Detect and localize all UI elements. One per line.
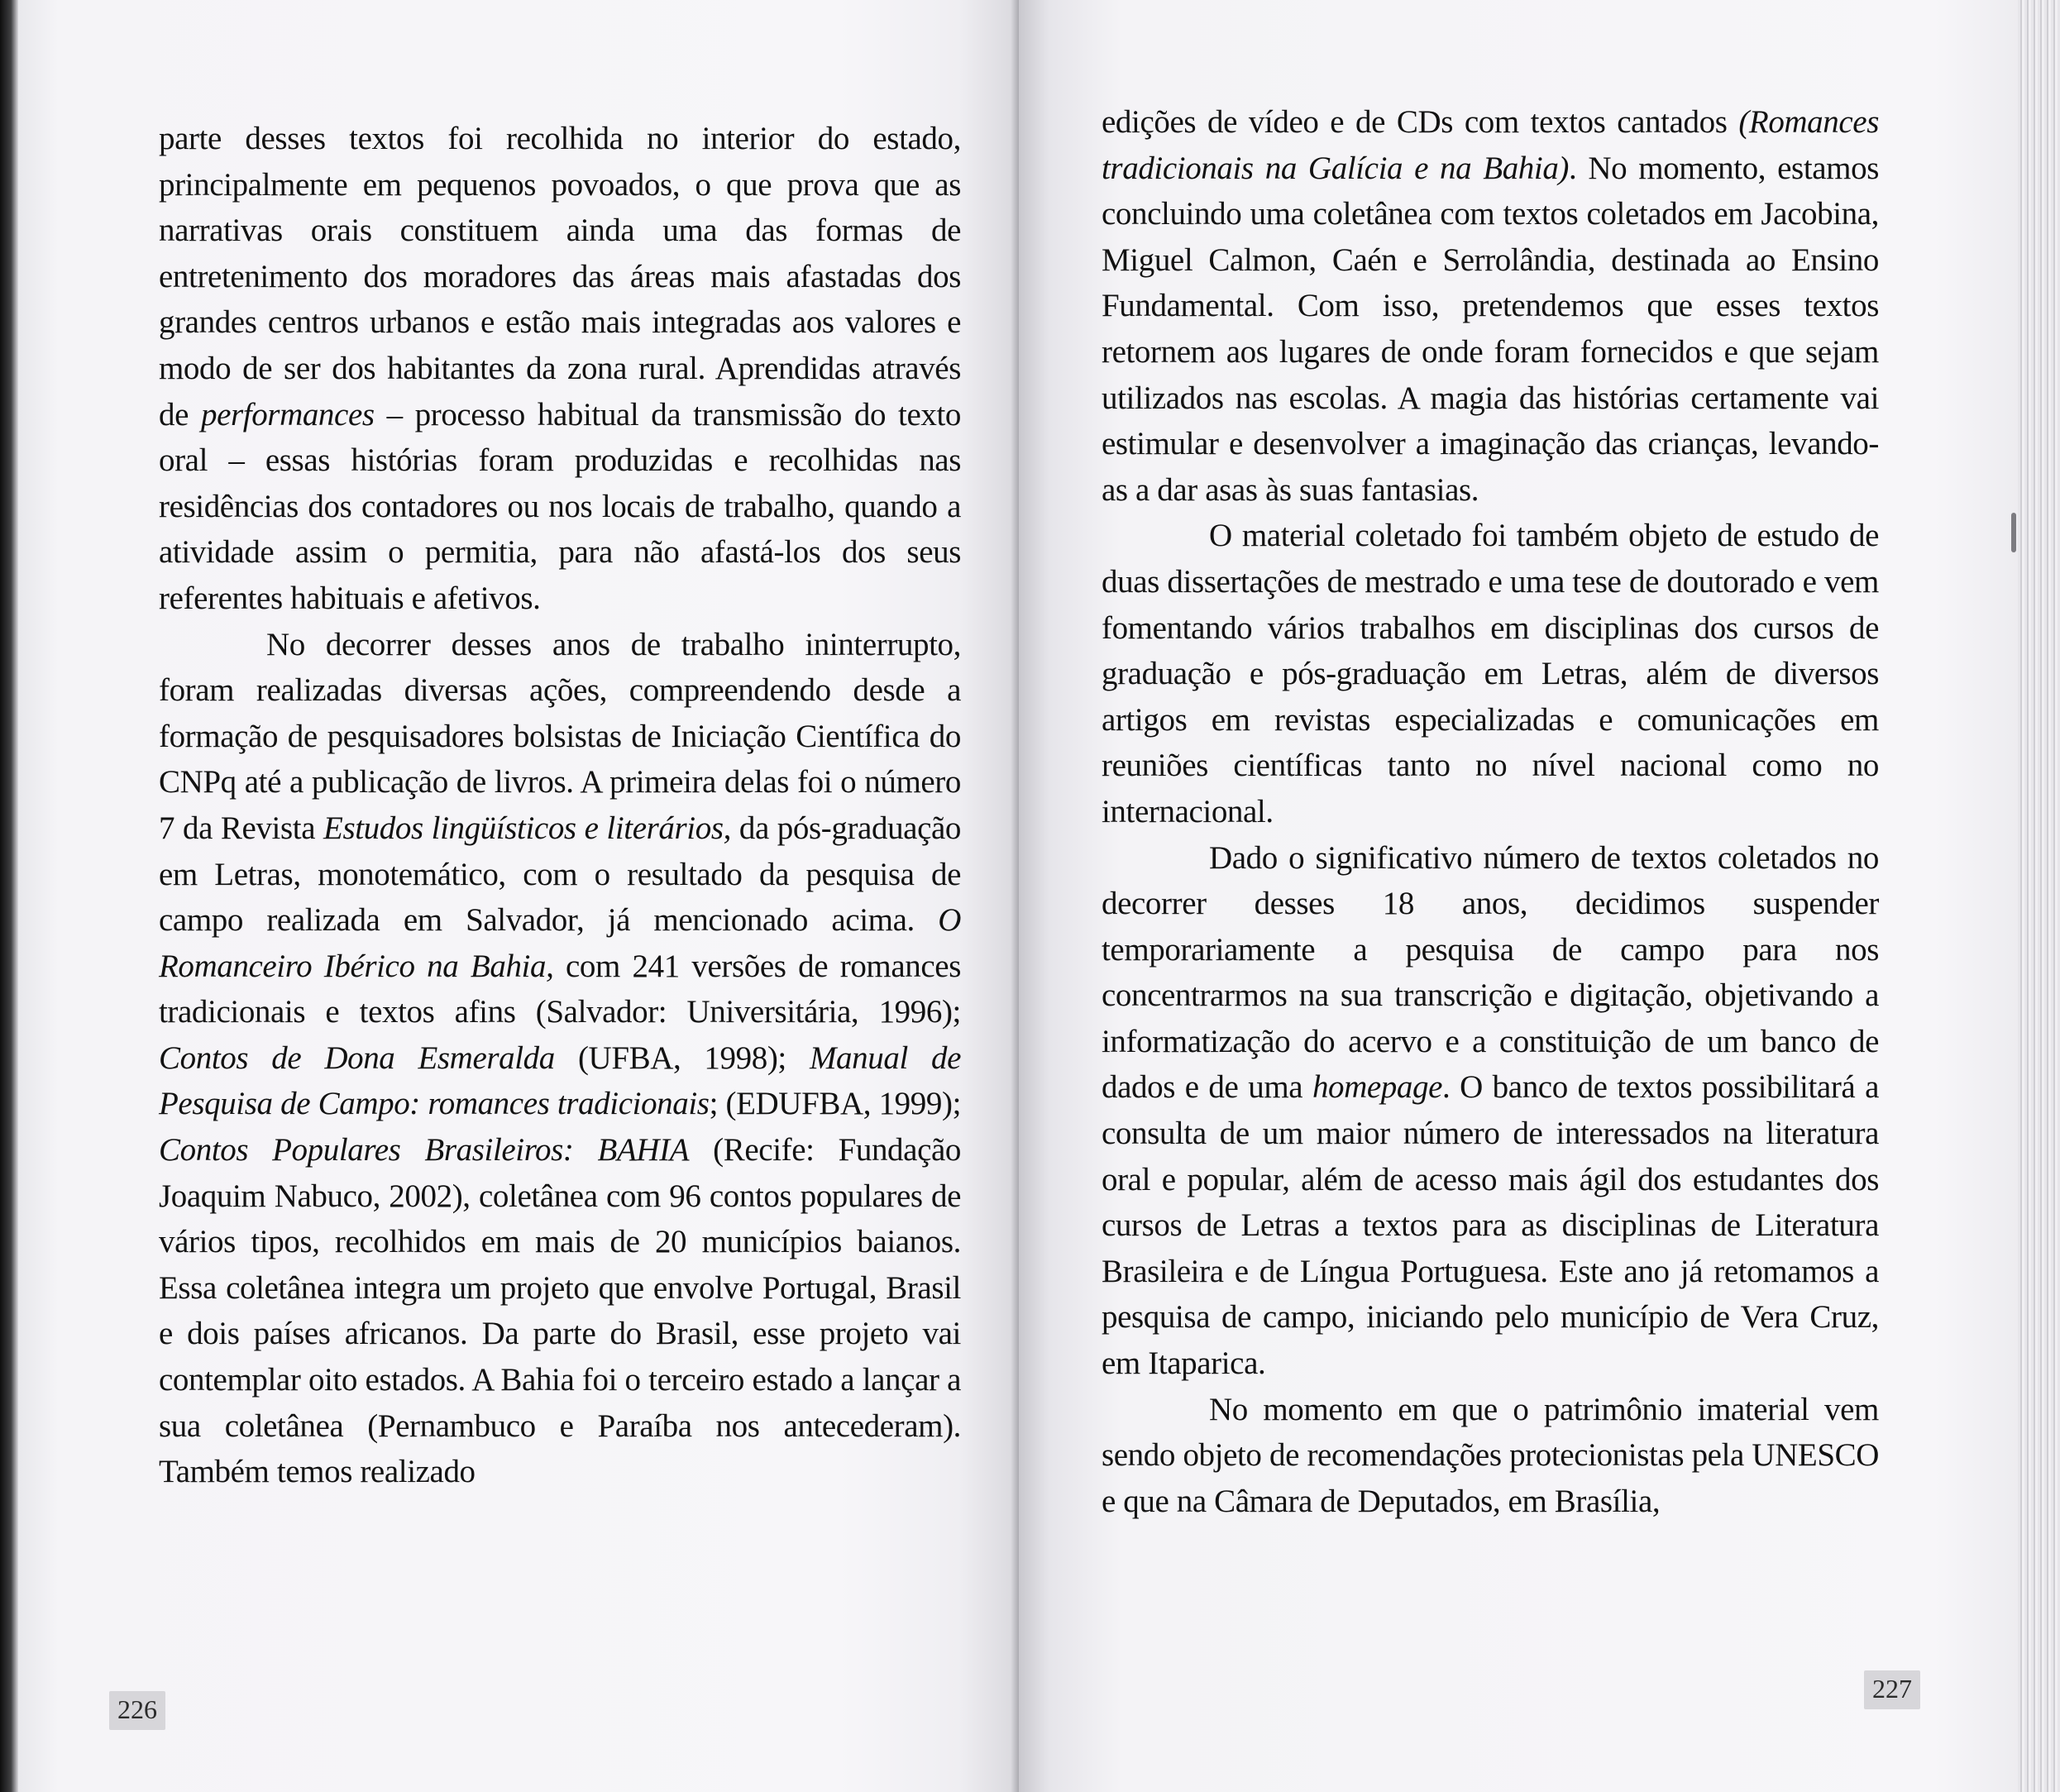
text-run: . No momento, estamos concluindo uma coletânea com textos coletados em Jacobina, Miguel Calmon, Caén e Serrolândia, destinada ao Ensino Fundamental. Com isso, pretendemos que esses textos retornem aos lugares de onde foram fornecidos e que sejam utilizados nas escolas. A magia das histórias certamente vai estimular e desenvolver a imaginação das crianças, levando-as a dar asas às suas fantasias.	[1102, 150, 1879, 508]
page-number-right: 227	[1864, 1670, 1920, 1709]
text-run: (Recife: Fundação Joaquim Nabuco, 2002), coletânea com 96 contos populares de vários tipos, recolhidos em mais de 20 municípios baianos. Essa coletânea integra um projeto que envolve Portugal, Brasil e dois países africanos. Da parte do Brasil, esse projeto vai contemplar oito estados. A Bahia foi o terceiro estado a lançar a sua coletânea (Pernambuco e Paraíba nos antecederam). Também temos realizado	[159, 1132, 961, 1490]
left-paragraph-2	[159, 622, 961, 1495]
text-run: Dado o significativo número de textos coletados no decorrer desses 18 anos, decidimos suspender temporariamente a pesquisa de campo para nos concentrarmos na sua transcrição e digitação, objetivando a informatização do acervo e a constituição de um banco de dados e de uma	[1102, 839, 1879, 1106]
right-page-text	[1102, 99, 1879, 1524]
page-stack-edge-right	[2018, 0, 2060, 1792]
text-run: – processo habitual da transmissão do texto oral – essas histórias foram produzidas e recolhidas nas residências dos contadores ou nos locais de trabalho, quando a atividade assim o permitia, para não afastá-los dos seus referentes habituais e afetivos.	[159, 396, 961, 616]
scan-edge-left	[0, 0, 18, 1792]
text-run: edições de vídeo e de CDs com textos cantados	[1102, 104, 1739, 140]
right-paragraph-1	[1102, 99, 1879, 513]
left-paragraph-1	[159, 116, 961, 622]
text-run: No decorrer desses anos de trabalho ininterrupto, foram realizadas diversas ações, compreendendo desde a formação de pesquisadores bolsistas de Iniciação Científica do CNPq até a publicação de livros. A primeira delas foi o número 7 da Revista	[159, 626, 961, 846]
italic-text-run: Estudos lingüísticos e literários,	[323, 810, 731, 846]
left-page	[18, 0, 1019, 1792]
italic-text-run: (Romances tradicionais na Galícia e na Bahia)	[1102, 104, 1879, 186]
italic-text-run: homepage	[1312, 1069, 1443, 1106]
right-paragraph-2	[1102, 513, 1879, 834]
text-run: (UFBA, 1998);	[554, 1039, 810, 1076]
text-run: O material coletado foi também objeto de estudo de duas dissertações de mestrado e uma tese de doutorado e vem fomentando vários trabalhos em disciplinas dos cursos de graduação e pós-graduação em Letras, além de diversos artigos em revistas especializadas e comunicações em reuniões científicas tanto no nível nacional como no internacional.	[1102, 518, 1879, 829]
italic-text-run: Contos Populares Brasileiros: BAHIA	[159, 1132, 690, 1168]
scan-mark	[2011, 513, 2016, 552]
italic-text-run: Contos de Dona Esmeralda	[159, 1039, 555, 1076]
italic-text-run: O Romanceiro Ibérico na Bahia,	[159, 902, 961, 984]
text-run: da pós-graduação em Letras, monotemático, com o resultado da pesquisa de campo realizada em Salvador, já mencionado acima.	[159, 810, 961, 939]
text-run: No momento em que o patrimônio imaterial vem sendo objeto de recomendações protecionistas pela UNESCO e que na Câmara de Deputados, em Brasília,	[1102, 1391, 1879, 1519]
right-paragraph-4	[1102, 1387, 1879, 1525]
text-run: parte desses textos foi recolhida no interior do estado, principalmente em pequenos povoados, o que prova que as narrativas orais constituem ainda uma das formas de entretenimento dos moradores das áreas mais afastadas dos grandes centros urbanos e estão mais integradas aos valores e modo de ser dos habitantes da zona rural. Aprendidas através de	[159, 121, 961, 432]
right-paragraph-3	[1102, 835, 1879, 1387]
text-run: ; (EDUFBA, 1999);	[709, 1086, 962, 1122]
page-number-left: 226	[109, 1691, 165, 1730]
text-run: . O banco de textos possibilitará a consulta de um maior número de interessados na literatura oral e popular, além de acesso mais ágil dos estudantes dos cursos de Letras a textos para as disciplinas de Literatura Brasileira e de Língua Portuguesa. Este ano já retomamos a pesquisa de campo, iniciando pelo município de Vera Cruz, em Itaparica.	[1102, 1069, 1879, 1382]
italic-text-run: performances	[200, 396, 375, 432]
right-page	[1019, 0, 2036, 1792]
left-page-text	[159, 116, 961, 1495]
italic-text-run: Manual de Pesquisa de Campo: romances tradicionais	[159, 1039, 961, 1122]
text-run: com 241 versões de romances tradicionais e textos afins (Salvador: Universitária, 1996);	[159, 948, 961, 1030]
